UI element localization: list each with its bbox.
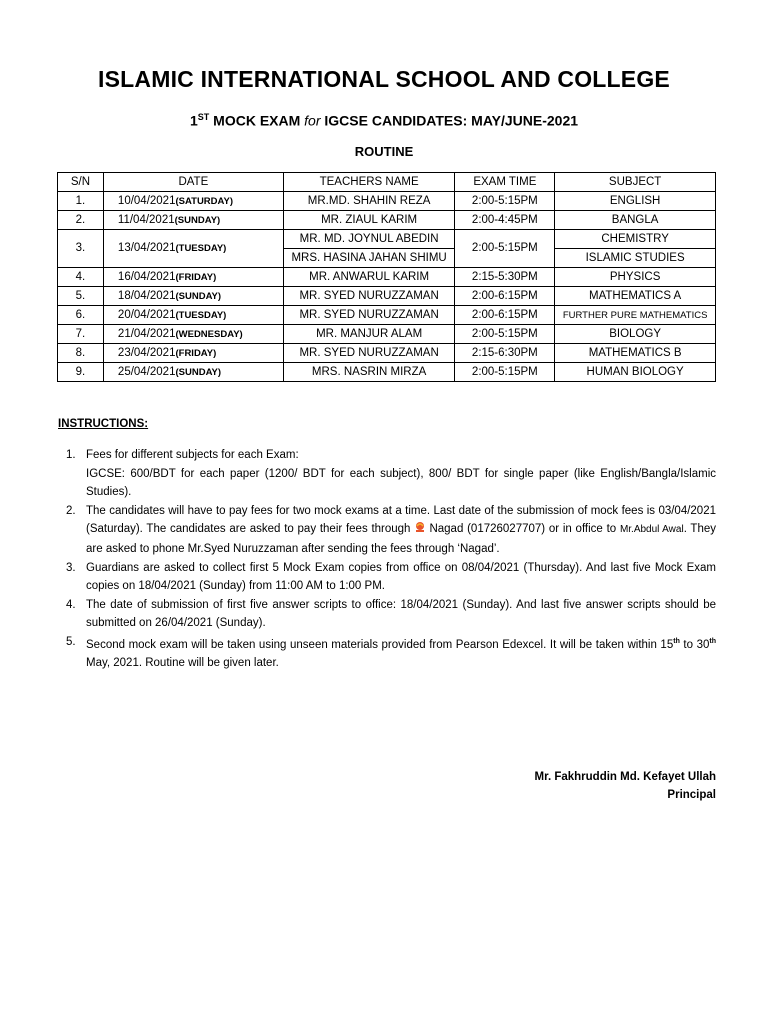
cell-subject: ISLAMIC STUDIES bbox=[555, 249, 716, 268]
instruction-item bbox=[58, 633, 716, 673]
day-value: (TUESDAY) bbox=[175, 309, 227, 321]
date-value: 20/04/2021 bbox=[117, 308, 176, 321]
cell-teacher: MRS. NASRIN MIRZA bbox=[283, 363, 455, 382]
cell-subject: BANGLA bbox=[555, 211, 716, 230]
cell-sn: 1. bbox=[58, 192, 104, 211]
cell-time: 2:00-5:15PM bbox=[455, 325, 555, 344]
cell-sn: 3. bbox=[58, 230, 104, 268]
cell-subject: CHEMISTRY bbox=[555, 230, 716, 249]
cell-teacher: MRS. HASINA JAHAN SHIMU bbox=[283, 249, 455, 268]
instruction-text: May, 2021. Routine will be given later. bbox=[86, 657, 279, 670]
cell-time: 2:00-6:15PM bbox=[455, 306, 555, 325]
exam-title bbox=[0, 112, 768, 129]
ordinal-sup: th bbox=[709, 637, 716, 645]
col-header-subject: SUBJECT bbox=[555, 173, 716, 192]
cell-date bbox=[103, 306, 283, 325]
cell-sn: 5. bbox=[58, 287, 104, 306]
instruction-text: The date of submission of first five answer scripts to office: 18/04/2021 (Sunday). And last five answer scripts should be submitted on 26/04/2021 (Sunday). bbox=[86, 598, 716, 630]
cell-teacher: MR. SYED NURUZZAMAN bbox=[283, 344, 455, 363]
instruction-item bbox=[58, 446, 716, 502]
instruction-text: . They are asked to phone Mr.Syed Nuruzzaman after sending the fees through ‘Nagad’. bbox=[86, 523, 716, 555]
table-row bbox=[58, 287, 716, 306]
col-header-time: EXAM TIME bbox=[455, 173, 555, 192]
table-header-row bbox=[58, 173, 716, 192]
table-row bbox=[58, 306, 716, 325]
contact-name: Mr.Abdul Awal bbox=[619, 524, 684, 536]
date-value: 13/04/2021 bbox=[117, 242, 176, 254]
cell-subject: ENGLISH bbox=[555, 192, 716, 211]
cell-sn: 2. bbox=[58, 211, 104, 230]
cell-time: 2:00-5:15PM bbox=[455, 230, 555, 268]
cell-date bbox=[103, 344, 283, 363]
cell-date bbox=[103, 211, 283, 230]
date-value: 18/04/2021 bbox=[117, 289, 176, 302]
ordinal-sup: th bbox=[673, 637, 680, 645]
exam-routine-table bbox=[57, 172, 716, 382]
exam-ordinal: 1 bbox=[189, 112, 198, 129]
cell-sn: 6. bbox=[58, 306, 104, 325]
cell-sn: 7. bbox=[58, 325, 104, 344]
cell-time: 2:00-5:15PM bbox=[455, 363, 555, 382]
instruction-number: 2. bbox=[66, 504, 76, 517]
col-header-date: DATE bbox=[103, 173, 283, 192]
instruction-text: The candidates will have to pay fees for two mock exams at a time. Last date of the submission of mock fees is 03/04/2021 (Saturday). The candidates are asked to pay their fees through bbox=[86, 504, 716, 536]
cell-subject: FURTHER PURE MATHEMATICS bbox=[555, 306, 716, 325]
instruction-text: to 30 bbox=[679, 638, 710, 651]
cell-date bbox=[103, 268, 283, 287]
col-header-sn: S/N bbox=[58, 173, 104, 192]
cell-date bbox=[103, 325, 283, 344]
principal-title: Principal bbox=[667, 789, 716, 801]
instruction-number: 4. bbox=[66, 598, 76, 611]
date-value: 25/04/2021 bbox=[117, 365, 176, 378]
instruction-text: Guardians are asked to collect first 5 Mock Exam copies from office on 08/04/2021 (Thursday). And last five Mock Exam copies on 18/04/2021 (Sunday) from 11:00 AM to 1:00 PM. bbox=[86, 561, 716, 593]
instruction-text: IGCSE: 600/BDT for each paper (1200/ BDT for each subject), 800/ BDT for single paper (like English/Bangla/Islamic Studies). bbox=[86, 467, 716, 499]
routine-heading: ROUTINE bbox=[354, 144, 414, 159]
instruction-number: 1. bbox=[66, 449, 76, 461]
cell-teacher: MR. MD. JOYNUL ABEDIN bbox=[283, 230, 455, 249]
day-value: (TUESDAY) bbox=[175, 243, 227, 254]
date-value: 16/04/2021 bbox=[117, 270, 176, 283]
day-value: (SUNDAY) bbox=[175, 290, 222, 302]
cell-subject: HUMAN BIOLOGY bbox=[555, 363, 716, 382]
instructions-heading bbox=[58, 418, 148, 430]
cell-teacher: MR.MD. SHAHIN REZA bbox=[283, 192, 455, 211]
table-row bbox=[58, 230, 716, 249]
cell-date bbox=[103, 192, 283, 211]
col-header-teacher: TEACHERS NAME bbox=[283, 173, 455, 192]
cell-time: 2:00-5:15PM bbox=[455, 192, 555, 211]
date-value: 10/04/2021 bbox=[117, 194, 176, 207]
day-value: (WEDNESDAY) bbox=[175, 328, 243, 340]
cell-subject: BIOLOGY bbox=[555, 325, 716, 344]
date-value: 21/04/2021 bbox=[117, 327, 176, 340]
cell-sn: 8. bbox=[58, 344, 104, 363]
cell-date bbox=[103, 230, 283, 268]
cell-date bbox=[103, 287, 283, 306]
cell-subject: PHYSICS bbox=[555, 268, 716, 287]
cell-teacher: MR. MANJUR ALAM bbox=[283, 325, 455, 344]
instructions-list bbox=[58, 446, 716, 673]
instructions-colon: : bbox=[144, 418, 149, 430]
cell-time: 2:00-6:15PM bbox=[455, 287, 555, 306]
day-value: (SATURDAY) bbox=[175, 195, 234, 207]
cell-teacher: MR. SYED NURUZZAMAN bbox=[283, 306, 455, 325]
instruction-text: Nagad (01726027707) or in office to bbox=[429, 523, 617, 536]
instruction-item bbox=[58, 502, 716, 559]
cell-subject: MATHEMATICS B bbox=[555, 344, 716, 363]
nagad-logo-icon bbox=[414, 521, 426, 533]
cell-teacher: MR. ZIAUL KARIM bbox=[283, 211, 455, 230]
table-row bbox=[58, 325, 716, 344]
cell-sn: 9. bbox=[58, 363, 104, 382]
cell-sn: 4. bbox=[58, 268, 104, 287]
day-value: (SUNDAY) bbox=[174, 214, 221, 226]
school-name: ISLAMIC INTERNATIONAL SCHOOL AND COLLEGE bbox=[98, 66, 670, 92]
cell-time: 2:15-6:30PM bbox=[455, 344, 555, 363]
cell-teacher: MR. ANWARUL KARIM bbox=[283, 268, 455, 287]
cell-teacher: MR. SYED NURUZZAMAN bbox=[283, 287, 455, 306]
cell-subject: MATHEMATICS A bbox=[555, 287, 716, 306]
date-value: 23/04/2021 bbox=[117, 346, 176, 359]
instruction-number: 3. bbox=[66, 561, 76, 574]
cell-time: 2:15-5:30PM bbox=[455, 268, 555, 287]
day-value: (FRIDAY) bbox=[175, 271, 217, 283]
day-value: (SUNDAY) bbox=[175, 366, 222, 378]
table-row bbox=[58, 192, 716, 211]
exam-title-b: IGCSE CANDIDATES: MAY/JUNE-2021 bbox=[324, 112, 579, 129]
signature-block bbox=[535, 768, 716, 804]
instruction-text: Second mock exam will be taken using unseen materials provided from Pearson Edexcel. It will be taken within 15 bbox=[86, 638, 674, 651]
principal-name: Mr. Fakhruddin Md. Kefayet Ullah bbox=[534, 771, 716, 783]
instruction-item bbox=[58, 559, 716, 596]
instruction-text: Fees for different subjects for each Exam: bbox=[86, 449, 299, 461]
exam-ordinal-sup: ST bbox=[197, 112, 210, 122]
table-row bbox=[58, 363, 716, 382]
table-row bbox=[58, 211, 716, 230]
instructions-heading-text: INSTRUCTIONS bbox=[58, 418, 145, 430]
instruction-number: 5. bbox=[66, 635, 76, 648]
cell-date bbox=[103, 363, 283, 382]
table-row bbox=[58, 268, 716, 287]
table-row bbox=[58, 344, 716, 363]
date-value: 11/04/2021 bbox=[117, 213, 175, 226]
instruction-item bbox=[58, 596, 716, 633]
day-value: (FRIDAY) bbox=[175, 347, 217, 359]
exam-title-a: MOCK EXAM bbox=[213, 112, 301, 129]
exam-title-for: for bbox=[304, 112, 321, 129]
cell-time: 2:00-4:45PM bbox=[455, 211, 555, 230]
